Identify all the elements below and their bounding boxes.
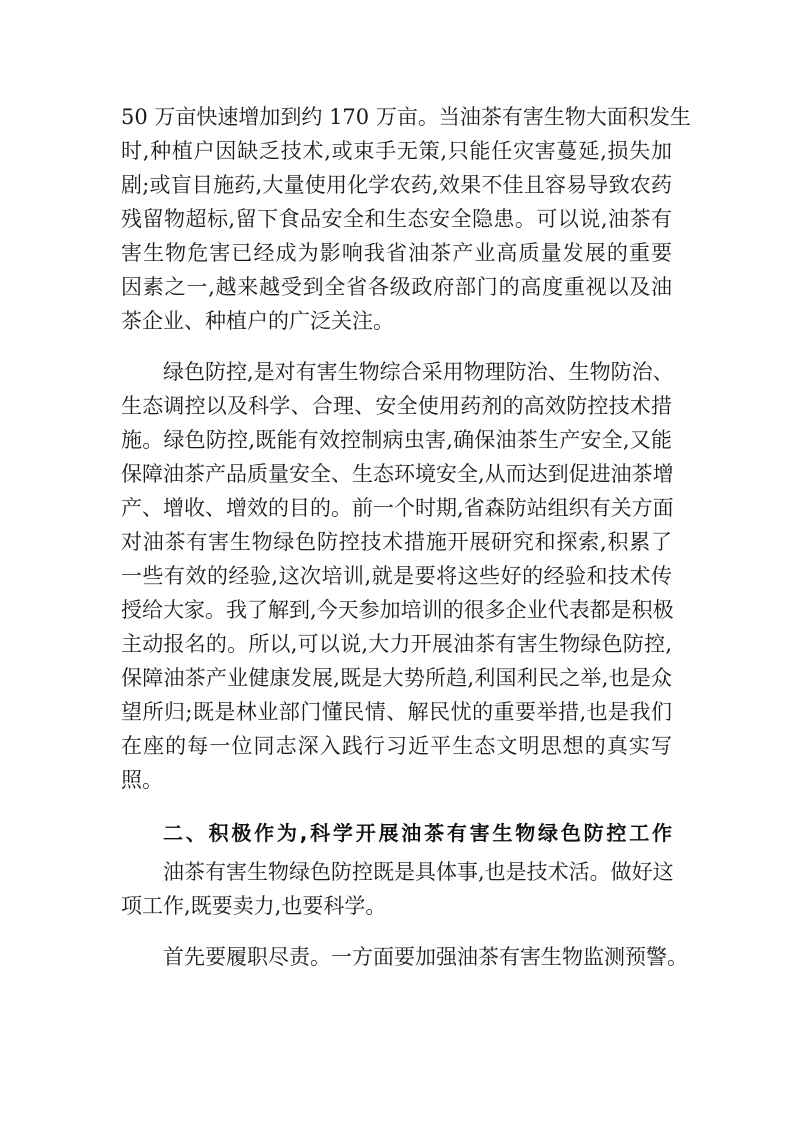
text-line: 时,种植户因缺乏技术,或束手无策,只能任灾害蔓延,损失加 bbox=[121, 139, 672, 163]
text-line: 在座的每一位同志深入践行习近平生态文明思想的真实写 bbox=[121, 734, 672, 758]
text-line: 剧;或盲目施药,大量使用化学农药,效果不佳且容易导致农药 bbox=[121, 173, 672, 197]
text-line: 残留物超标,留下食品安全和生态安全隐患。可以说,油茶有 bbox=[121, 207, 672, 231]
text-line: 产、增收、增效的目的。前一个时期,省森防站组织有关方面 bbox=[121, 496, 674, 520]
text-line: 保障油茶产业健康发展,既是大势所趋,利国利民之举,也是众 bbox=[121, 666, 672, 690]
text-line: 对油茶有害生物绿色防控技术措施开展研究和探索,积累了 bbox=[121, 530, 672, 554]
text-line: 保障油茶产品质量安全、生态环境安全,从而达到促进油茶增 bbox=[121, 462, 674, 486]
text-line: 望所归;既是林业部门懂民情、解民忧的重要举措,也是我们 bbox=[121, 700, 672, 724]
text-line: 项工作,既要卖力,也要科学。 bbox=[121, 894, 387, 918]
section-heading: 二、积极作为,科学开展油茶有害生物绿色防控工作 bbox=[163, 821, 672, 845]
text-line: 首先要履职尽责。一方面要加强油茶有害生物监测预警。 bbox=[163, 945, 688, 969]
text-line: 授给大家。我了解到,今天参加培训的很多企业代表都是积极 bbox=[121, 598, 674, 622]
text-line: 害生物危害已经成为影响我省油茶产业高质量发展的重要 bbox=[121, 241, 672, 265]
text-line: 生态调控以及科学、合理、安全使用药剂的高效防控技术措 bbox=[121, 394, 672, 418]
text-line: 绿色防控,是对有害生物综合采用物理防治、生物防治、 bbox=[163, 360, 674, 384]
text-line: 照。 bbox=[121, 768, 163, 792]
text-line: 因素之一,越来越受到全省各级政府部门的高度重视以及油 bbox=[121, 275, 672, 299]
text-line: 一些有效的经验,这次培训,就是要将这些好的经验和技术传 bbox=[121, 564, 672, 588]
text-line: 施。绿色防控,既能有效控制病虫害,确保油茶生产安全,又能 bbox=[121, 428, 672, 452]
text-line: 主动报名的。所以,可以说,大力开展油茶有害生物绿色防控, bbox=[121, 632, 672, 656]
text-line: 50 万亩快速增加到约 170 万亩。当油茶有害生物大面积发生 bbox=[121, 105, 691, 129]
text-line: 茶企业、种植户的广泛关注。 bbox=[121, 309, 394, 333]
text-line: 油茶有害生物绿色防控既是具体事,也是技术活。做好这 bbox=[163, 860, 674, 884]
